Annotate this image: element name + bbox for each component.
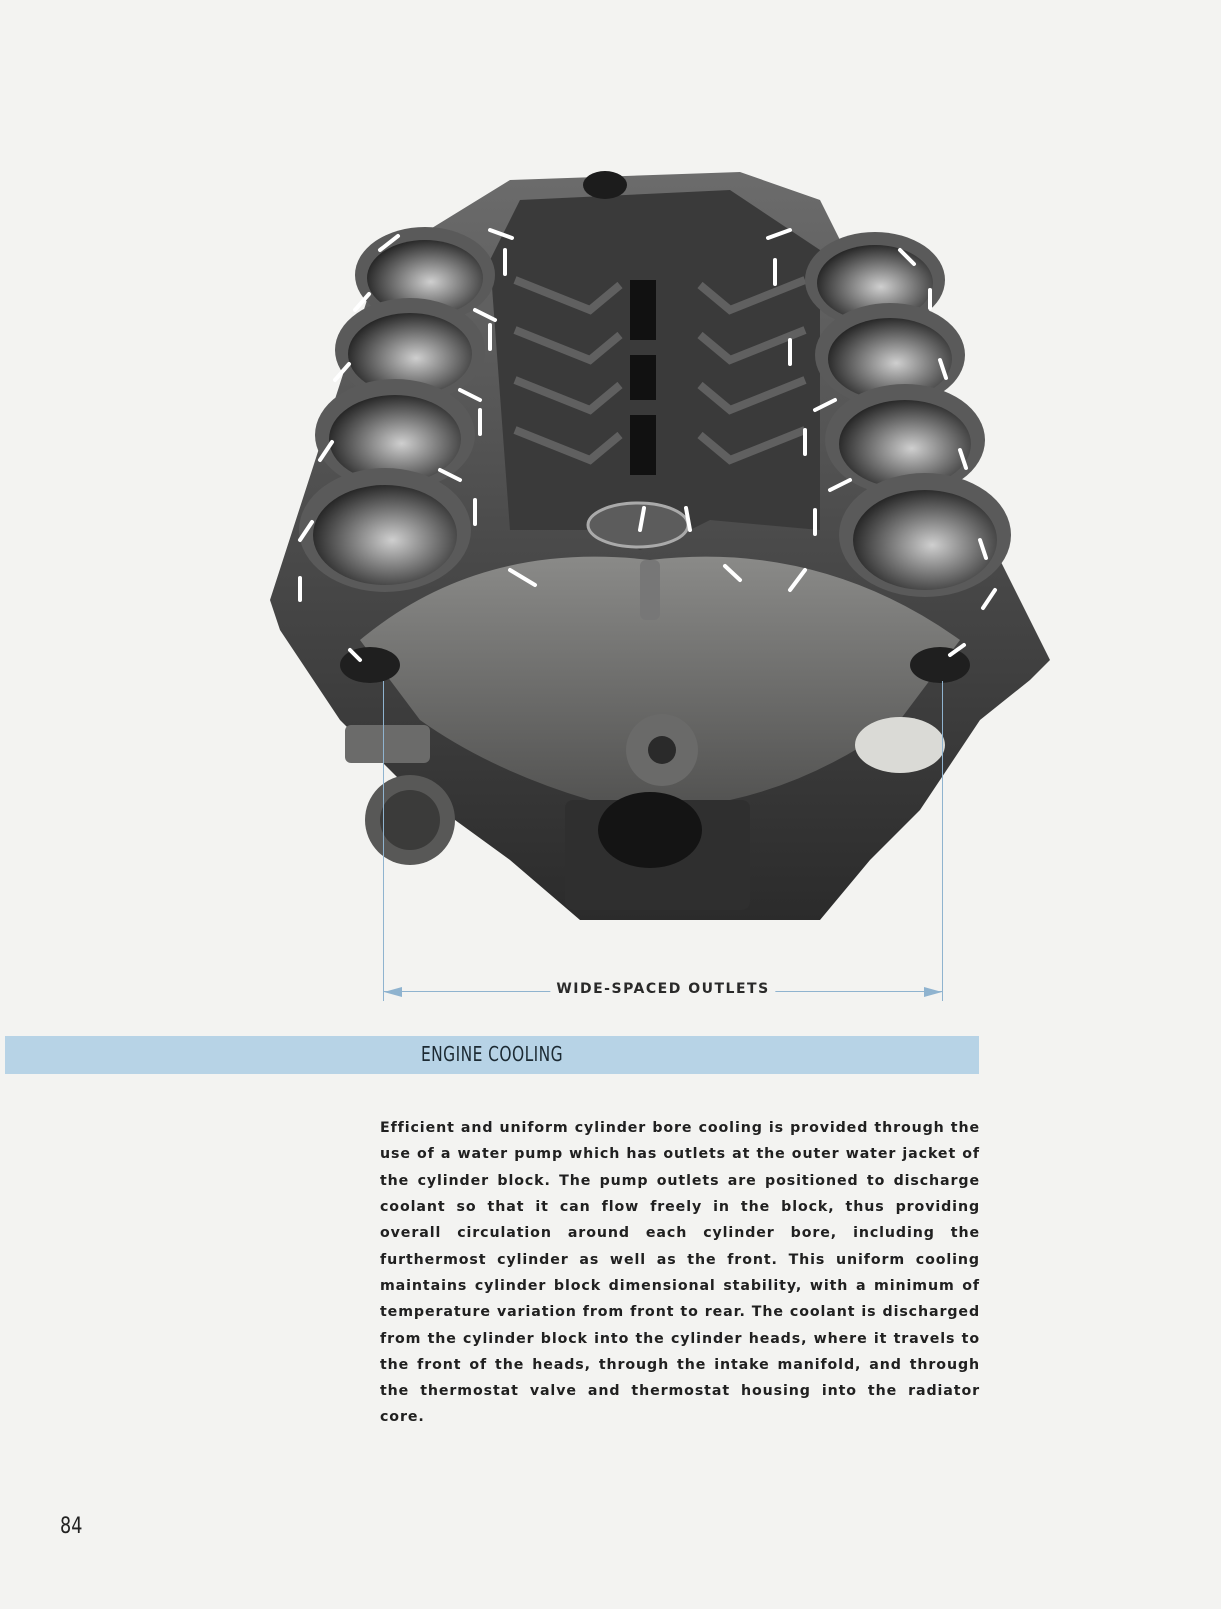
page-number: 84 — [60, 1514, 83, 1539]
callout-left-arrow — [384, 987, 402, 997]
body-paragraph: Efficient and uniform cylinder bore cooling is provided through the use of a water pump which has outlets at the outer water jacket of the cylinder block. The pump outlets are positioned to discharge coolant so that it can flow freely in the block, thus providing overall circulation around each cylinder bore, including the furthermost cylinder as well as the front. This uniform cooling maintains cylinder block dimensional stability, with a minimum of temperature variation from front to rear. The coolant is discharged from the cylinder block into the cylinder heads, where it travels to the front of the heads, through the intake manifold, and through the thermostat valve and thermostat housing into the radiator core. — [380, 1120, 980, 1426]
callout-right-leader — [942, 681, 943, 1001]
section-heading: ENGINE COOLING — [420, 1042, 564, 1066]
callout-left-leader — [383, 681, 384, 1001]
callout-label: WIDE-SPACED OUTLETS — [550, 981, 775, 997]
section-heading-band — [5, 1036, 979, 1074]
callout-right-arrow — [924, 987, 942, 997]
wide-spaced-outlets-callout — [383, 981, 943, 1003]
